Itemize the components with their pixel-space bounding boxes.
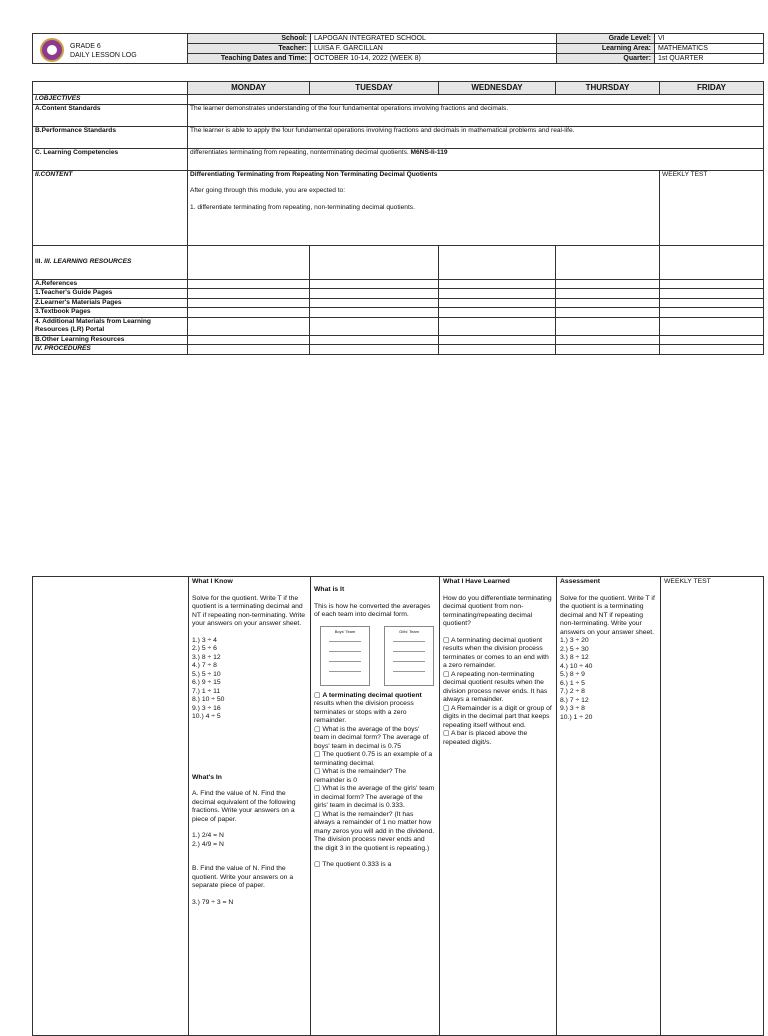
competencies-code: M6NS-Ii-119 bbox=[410, 148, 448, 156]
what-is-it-p1-bold: A terminating decimal quotient bbox=[322, 691, 422, 699]
what-is-it-p5: ▢ What is the average of the girls' team in decimal form? The average of the girls' team in decimal is 0.333. bbox=[314, 785, 435, 809]
row-content: II.CONTENT bbox=[33, 170, 188, 245]
what-i-know-item: 9.) 3 ÷ 16 bbox=[192, 704, 221, 712]
learning-area-label: Learning Area: bbox=[557, 44, 655, 54]
row-resources: III. III. LEARNING RESOURCES bbox=[33, 245, 188, 279]
assessment-item: 10.) 1 ÷ 20 bbox=[560, 713, 593, 721]
what-is-it-p3-text: The quotient 0.75 is an example of a terminating decimal. bbox=[314, 751, 433, 767]
what-i-learned-b4-text: A bar is placed above the repeated digit/s. bbox=[443, 730, 528, 746]
what-is-it-p2: ▢ What is the average of the boys' team in decimal form? The average of boys' team in decimal is 0.75 bbox=[314, 725, 429, 750]
what-i-know-item: 5.) 5 ÷ 10 bbox=[192, 670, 221, 678]
grade-level-label: Grade Level: bbox=[557, 34, 655, 44]
day-wednesday: WEDNESDAY bbox=[439, 82, 556, 95]
blank-corner bbox=[33, 82, 188, 95]
assessment-item: 2.) 5 ÷ 30 bbox=[560, 645, 589, 653]
what-i-know-item: 2.) 5 ÷ 6 bbox=[192, 645, 217, 652]
row-objectives: I.OBJECTIVES bbox=[33, 95, 188, 105]
header-table bbox=[32, 33, 764, 64]
resources-label: III. LEARNING RESOURCES bbox=[44, 257, 132, 265]
wednesday-cell bbox=[440, 577, 557, 1036]
tuesday-cell bbox=[311, 577, 440, 1036]
what-is-it-p4-text: What is the remainder? The remainder is 0 bbox=[314, 768, 407, 784]
what-i-learned-title: What I Have Learned bbox=[443, 578, 510, 585]
what-i-know-item: 7.) 1 ÷ 11 bbox=[192, 687, 221, 695]
what-i-learned-b2-text: A repeating non-terminating decimal quotient results when the division process never ends. It has always a remainder. bbox=[443, 670, 548, 703]
row-competencies: C. Learning Competencies bbox=[33, 148, 188, 170]
day-thursday: THURSDAY bbox=[556, 82, 660, 95]
assessment-title: Assessment bbox=[560, 578, 601, 585]
whats-in-a: A. Find the value of N. Find the decimal equivalent of the following fractions. Write your answers on a piece of paper. bbox=[192, 790, 296, 823]
assessment-item: 4.) 10 ÷ 40 bbox=[560, 662, 593, 670]
what-is-it-p6: ▢ What is the remainder? (It has always a remainder of 1 no matter how many zeros you will add in the dividend. The division process never ends and the digit 3 in the quotient is repeating.) bbox=[314, 810, 435, 852]
assessment-item: 3.) 8 ÷ 12 bbox=[560, 654, 589, 661]
what-i-know-intro: Solve for the quotient. Write T if the quotient is a terminating decimal and NT if repeating non-terminating. Write your answers on your answer sheet. bbox=[192, 594, 306, 627]
whats-in-item: 3.) 79 ÷ 3 = N bbox=[192, 898, 234, 906]
whats-in-title: What's In bbox=[192, 773, 222, 781]
day-tuesday: TUESDAY bbox=[310, 82, 439, 95]
quarter-value: 1st QUARTER bbox=[655, 54, 764, 64]
school-label: School: bbox=[188, 34, 311, 44]
log-title: DAILY LESSON LOG bbox=[70, 51, 137, 59]
what-is-it-p7: ▢ The quotient 0.333 is a bbox=[314, 861, 392, 868]
competencies-cell bbox=[188, 148, 764, 170]
what-i-learned-b1-text: A terminating decimal quotient results when the division process terminates or comes to an end with a zero remainder. bbox=[443, 636, 549, 669]
grade-title: GRADE 6 bbox=[70, 42, 101, 50]
assessment-item: 9.) 3 ÷ 8 bbox=[560, 705, 585, 712]
row-other-resources: B.Other Learning Resources bbox=[33, 335, 188, 345]
assessment-item: 1.) 3 ÷ 20 bbox=[560, 637, 589, 644]
procedures-table bbox=[32, 576, 764, 1036]
assessment-item: 8.) 7 ÷ 12 bbox=[560, 696, 589, 704]
what-i-know-item: 4.) 7 ÷ 8 bbox=[192, 662, 217, 669]
whats-in-item: 2.) 4/9 = N bbox=[192, 840, 224, 848]
teacher-label: Teacher: bbox=[188, 44, 311, 54]
what-is-it-p7-text: The quotient 0.333 is a bbox=[322, 861, 392, 868]
assessment-item: 6.) 1 ÷ 5 bbox=[560, 679, 585, 687]
day-friday: FRIDAY bbox=[660, 82, 764, 95]
content-line1: After going through this module, you are expected to: bbox=[190, 187, 346, 194]
what-is-it-p3: ▢ The quotient 0.75 is an example of a terminating decimal. bbox=[314, 751, 433, 767]
row-content-standards: A.Content Standards bbox=[33, 104, 188, 126]
what-is-it-p1: ▢ A terminating decimal quotient results when the division process terminates or stops with a zero remainder. bbox=[314, 691, 422, 724]
girls-team-figure bbox=[384, 626, 434, 686]
what-i-know-item: 6.) 9 ÷ 15 bbox=[192, 679, 221, 686]
content-title: Differentiating Terminating from Repeating Non Terminating Decimal Quotients bbox=[190, 170, 438, 178]
what-is-it-p5-text: What is the average of the girls' team in decimal form? The average of the girls' team in decimal is 0.333. bbox=[314, 785, 435, 809]
what-is-it-p1-text: results when the division process terminates or stops with a zero remainder. bbox=[314, 700, 414, 724]
proc-blank bbox=[33, 577, 189, 1036]
deped-seal-icon bbox=[40, 38, 64, 62]
assessment-item: 7.) 2 ÷ 8 bbox=[560, 688, 585, 695]
quarter-label: Quarter: bbox=[557, 54, 655, 64]
girls-team-label: Girls' Team bbox=[399, 628, 419, 634]
what-is-it-title: What is It bbox=[314, 586, 345, 593]
school-value: LAPOGAN INTEGRATED SCHOOL bbox=[311, 34, 557, 44]
boys-team-label: Boys' Team bbox=[334, 628, 356, 634]
grade-level-value: VI bbox=[655, 34, 764, 44]
whats-in-b: B. Find the value of N. Find the quotient. Write your answers on a separate piece of paper. bbox=[192, 865, 294, 889]
what-i-learned-b3: ▢ A Remainder is a digit or group of digits in the decimal part that keeps repeating itself without end. bbox=[443, 704, 552, 729]
learning-area-value: MATHEMATICS bbox=[655, 44, 764, 54]
dates-value: OCTOBER 10-14, 2022 (WEEK 8) bbox=[311, 54, 557, 64]
what-i-learned-b1: ▢ A terminating decimal quotient results when the division process terminates or comes to an end with a zero remainder. bbox=[443, 636, 549, 669]
row-textbook: 3.Textbook Pages bbox=[33, 308, 188, 318]
content-standards-text: The learner demonstrates understanding of the four fundamental operations involving fractions and decimals. bbox=[188, 104, 764, 126]
division-figures bbox=[320, 626, 436, 686]
what-is-it-p6-text: What is the remainder? (It has always a remainder of 1 no matter how many zeros you will add in the dividend. The division process never ends and the digit 3 in the quotient is repeating.) bbox=[314, 810, 435, 852]
header-logo-cell bbox=[33, 34, 188, 64]
row-procedures: IV. PROCEDURES bbox=[33, 345, 188, 355]
friday-cell: WEEKLY TEST bbox=[661, 577, 764, 1036]
row-performance-standards: B.Performance Standards bbox=[33, 126, 188, 148]
performance-standards-text: The learner is able to apply the four fundamental operations involving fractions and decimals in mathematical problems and real-life. bbox=[188, 126, 764, 148]
what-i-know-item: 8.) 10 ÷ 50 bbox=[192, 696, 225, 703]
teacher-value: LUISA F. GARCILLAN bbox=[311, 44, 557, 54]
row-learners-materials: 2.Learner's Materials Pages bbox=[33, 298, 188, 308]
what-i-know-item: 3.) 8 ÷ 12 bbox=[192, 653, 221, 661]
what-is-it-intro: This is how he converted the averages of each team into decimal form. bbox=[314, 602, 431, 618]
assessment-item: 5.) 8 ÷ 9 bbox=[560, 671, 585, 678]
what-is-it-p4: ▢ What is the remainder? The remainder is 0 bbox=[314, 768, 407, 784]
what-i-learned-question: How do you differentiate terminating decimal quotient from non-terminating/repeating decimal quotient? bbox=[443, 594, 552, 627]
what-i-know-title: What I Know bbox=[192, 578, 233, 585]
content-line2: 1. differentiate terminating from repeating, non-terminating decimal quotients. bbox=[190, 203, 415, 211]
row-additional-materials: 4. Additional Materials from Learning Resources (LR) Portal bbox=[33, 317, 188, 335]
whats-in-item: 1.) 2/4 = N bbox=[192, 832, 224, 839]
day-monday: MONDAY bbox=[188, 82, 310, 95]
what-i-know-item: 10.) 4 ÷ 5 bbox=[192, 713, 221, 720]
row-references: A.References bbox=[33, 279, 188, 289]
assessment-intro: Solve for the quotient. Write T if the quotient is a terminating decimal and NT if repeating non-terminating. Write your answers on your answer sheet. bbox=[560, 594, 655, 636]
boys-team-figure bbox=[320, 626, 370, 686]
what-i-learned-b2: ▢ A repeating non-terminating decimal quotient results when the division process never ends. It has always a remainder. bbox=[443, 670, 548, 703]
row-teachers-guide: 1.Teacher's Guide Pages bbox=[33, 289, 188, 299]
content-weekly-test: WEEKLY TEST bbox=[660, 170, 764, 245]
what-i-learned-b3-text: A Remainder is a digit or group of digits in the decimal part that keeps repeating itself without end. bbox=[443, 704, 552, 729]
monday-cell bbox=[189, 577, 311, 1036]
what-i-know-item: 1.) 3 ÷ 4 bbox=[192, 636, 217, 644]
competencies-text: differentiates terminating from repeating, nonterminating decimal quotients. bbox=[190, 148, 411, 156]
what-is-it-p2-text: What is the average of the boys' team in decimal form? The average of boys' team in decimal is 0.75 bbox=[314, 725, 429, 750]
lesson-log-table bbox=[32, 81, 764, 355]
dates-label: Teaching Dates and Time: bbox=[188, 54, 311, 64]
thursday-cell bbox=[557, 577, 661, 1036]
content-cell bbox=[188, 170, 660, 245]
what-i-learned-b4: ▢ A bar is placed above the repeated digit/s. bbox=[443, 730, 528, 746]
